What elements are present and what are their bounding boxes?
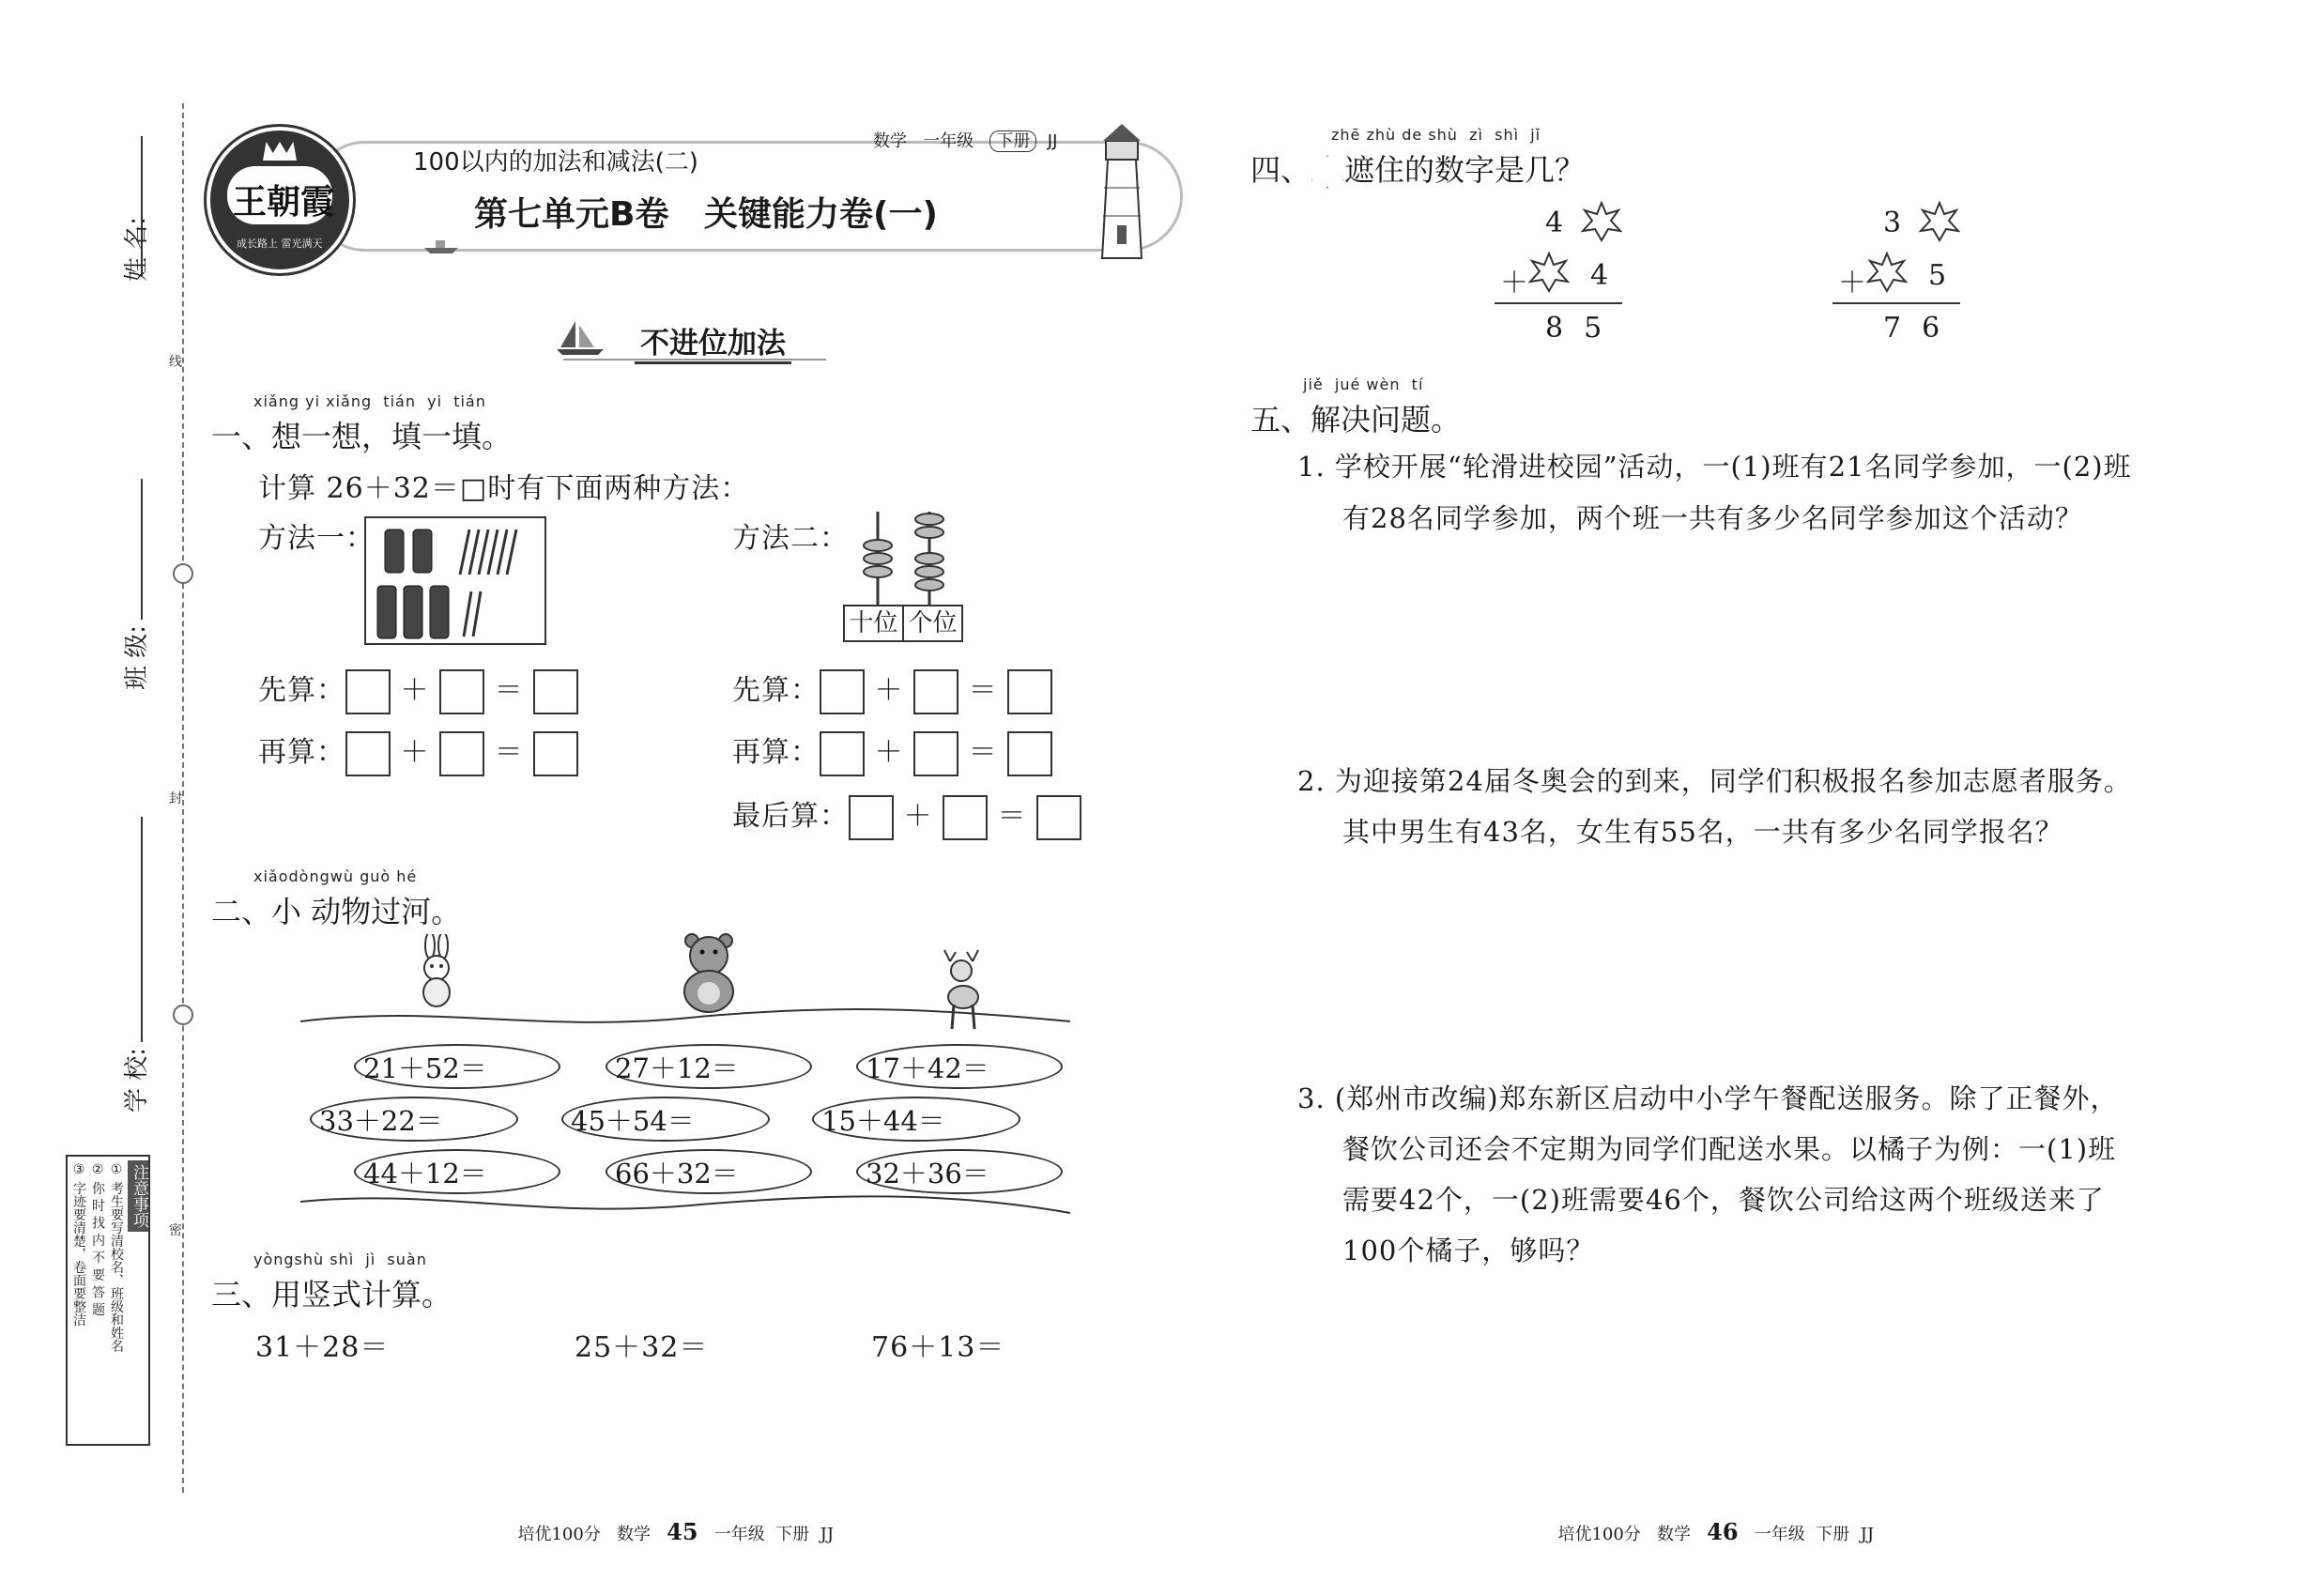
meta-grade: 一年级 xyxy=(923,131,974,151)
s4-label-num: 四、 xyxy=(1250,152,1311,188)
sticks-picture xyxy=(364,516,546,645)
p2-plus: ＋ xyxy=(1838,267,1867,299)
school-field-label: 学 校: xyxy=(123,1047,151,1113)
p1-mid-digit: 4 xyxy=(1590,259,1610,292)
logo-badge xyxy=(207,127,353,273)
logo-text: 王朝霞 xyxy=(233,183,335,222)
answer-box[interactable] xyxy=(849,795,894,840)
notes-box xyxy=(66,1155,150,1446)
vertical-calc-2[interactable]: 25＋32＝ xyxy=(575,1331,709,1364)
notes-title: 注意事项 xyxy=(128,1160,148,1232)
q2-line-1: 2. 为迎接第24届冬奥会的到来，同学们积极报名参加志愿者服务。 xyxy=(1297,765,2132,797)
meta-subject: 数学 xyxy=(873,131,907,151)
notes-item-1: ① 考生要写清校名、班级和姓名 xyxy=(109,1162,124,1353)
name-field-line[interactable] xyxy=(141,136,143,277)
cut-mark-2: 封 xyxy=(169,789,182,807)
footer-left xyxy=(507,1498,834,1545)
starburst-icon[interactable] xyxy=(1866,252,1908,293)
s2-pinyin: xiǎodòngwù guò hé xyxy=(253,867,418,885)
p2-top-digit: 3 xyxy=(1883,207,1903,239)
p2-result: 7 6 xyxy=(1883,312,1941,345)
hidden-digit-problem-1 xyxy=(1493,197,1633,347)
m2-then-label: 再算： xyxy=(732,736,820,769)
s4-pinyin: zhē zhù de shù zì shì jǐ xyxy=(1331,126,1541,144)
meta-term: 下册 xyxy=(989,130,1036,152)
q3-line-4: 100个橘子，够吗？ xyxy=(1342,1235,1595,1266)
m1-then-label: 再算： xyxy=(258,736,345,769)
s4-label xyxy=(1250,146,1585,190)
p1-top-digit: 4 xyxy=(1545,207,1565,239)
footer-left-page: 45 xyxy=(667,1518,698,1545)
stone-expression-2[interactable]: 27＋12＝ xyxy=(606,1044,812,1089)
s5-pinyin: jiě jué wèn tí xyxy=(1303,376,1424,393)
footer-left-grade: 一年级 xyxy=(713,1525,765,1544)
answer-box[interactable] xyxy=(345,669,391,714)
stone-expression-7[interactable]: 44＋12＝ xyxy=(354,1149,560,1194)
s3-pinyin: yòngshù shì jì suàn xyxy=(253,1251,427,1268)
answer-box[interactable] xyxy=(943,795,988,840)
s1-label: 一、想一想，填一填。 xyxy=(211,419,513,454)
footer-right-subject: 数学 xyxy=(1656,1525,1691,1544)
stone-expression-6[interactable]: 15＋44＝ xyxy=(812,1097,1020,1142)
method2-label: 方法二： xyxy=(732,522,849,555)
class-field-label: 班 级: xyxy=(123,624,151,690)
cut-line xyxy=(182,103,184,1493)
s1-pinyin: xiǎng yi xiǎng tián yi tián xyxy=(253,392,486,410)
m2-last-row: 最后算： ＋ ＝ xyxy=(732,792,1081,840)
s4-label-tail: 遮住的数字是几？ xyxy=(1344,152,1586,188)
footer-right-grade: 一年级 xyxy=(1754,1525,1805,1544)
tens-label: 十位 xyxy=(845,606,904,640)
footer-right-term: 下册 xyxy=(1816,1525,1850,1544)
stone-expression-3[interactable]: 17＋42＝ xyxy=(856,1044,1063,1089)
method1-label: 方法一： xyxy=(258,522,375,555)
page-title: 第七单元B卷 关键能力卷(一) xyxy=(474,195,938,234)
q3-line-2: 餐饮公司还会不定期为同学们配送水果。以橘子为例：一(1)班 xyxy=(1342,1133,2117,1165)
rabbit-icon xyxy=(404,934,469,1009)
notes-item-3: ③ 字迹要清楚，卷面要整洁 xyxy=(71,1162,86,1327)
m1-then-row: 再算： ＋ ＝ xyxy=(258,729,578,776)
answer-box[interactable] xyxy=(439,669,484,714)
footer-right-page: 46 xyxy=(1707,1518,1739,1545)
answer-box[interactable] xyxy=(1007,731,1052,776)
binding-hole-1 xyxy=(173,563,193,584)
footer-right xyxy=(1547,1498,1874,1545)
answer-box[interactable] xyxy=(533,669,578,714)
answer-box[interactable] xyxy=(820,669,865,714)
footer-left-subject: 数学 xyxy=(616,1525,651,1544)
subtopic-underline xyxy=(563,359,826,361)
p1-result: 8 5 xyxy=(1545,312,1603,345)
class-field-line[interactable] xyxy=(141,479,143,620)
starburst-icon xyxy=(1311,155,1344,189)
s2-label: 二、小 动物过河。 xyxy=(211,894,462,929)
cut-mark-1: 线 xyxy=(169,352,182,371)
answer-box[interactable] xyxy=(1036,795,1081,840)
q1-line-2: 有28名同学参加，两个班一共有多少名同学参加这个活动？ xyxy=(1342,502,2083,534)
answer-box[interactable] xyxy=(533,731,578,776)
q3-line-1: 3. (郑州市改编)郑东新区启动中小学午餐配送服务。除了正餐外， xyxy=(1297,1082,2119,1114)
vertical-calc-3[interactable]: 76＋13＝ xyxy=(871,1331,1005,1364)
abacus-place-table xyxy=(843,605,963,642)
footer-left-edition: JJ xyxy=(820,1525,835,1544)
bear-icon xyxy=(676,929,742,1014)
q2-line-2: 其中男生有43名，女生有55名，一共有多少名同学报名？ xyxy=(1342,816,2063,848)
m1-first-label: 先算： xyxy=(258,674,345,707)
stone-expression-1[interactable]: 21＋52＝ xyxy=(354,1044,560,1089)
starburst-icon[interactable] xyxy=(1581,201,1622,242)
p2-mid-digit: 5 xyxy=(1928,259,1948,292)
p1-plus: ＋ xyxy=(1500,267,1529,299)
logo-sub: 成长路上 雷光满天 xyxy=(237,238,323,250)
m2-first-row: 先算： ＋ ＝ xyxy=(732,667,1052,714)
footer-left-brand: 培优100分 xyxy=(517,1525,601,1544)
s5-label: 五、解决问题。 xyxy=(1250,402,1462,437)
header-meta xyxy=(873,128,1057,152)
crown-icon xyxy=(263,142,297,161)
s3-label: 三、用竖式计算。 xyxy=(211,1277,452,1312)
school-field-line[interactable] xyxy=(141,817,143,1042)
stone-expression-9[interactable]: 32＋36＝ xyxy=(856,1149,1063,1194)
ones-label: 个位 xyxy=(908,609,958,637)
answer-box[interactable] xyxy=(913,731,958,776)
footer-right-edition: JJ xyxy=(1860,1525,1875,1544)
name-field-label: 姓 名: xyxy=(123,216,151,282)
vertical-calc-1[interactable]: 31＋28＝ xyxy=(255,1331,390,1364)
bundle-sticks-icon xyxy=(366,518,544,643)
answer-box[interactable] xyxy=(913,669,958,714)
q1-line-1: 1. 学校开展“轮滑进校园”活动，一(1)班有21名同学参加，一(2)班 xyxy=(1297,451,2132,483)
footer-right-brand: 培优100分 xyxy=(1557,1525,1641,1544)
s1-question: 计算 26＋32＝□时有下面两种方法： xyxy=(258,472,750,505)
stone-expression-4[interactable]: 33＋22＝ xyxy=(310,1097,518,1142)
p1-rule xyxy=(1495,302,1622,304)
p2-rule xyxy=(1832,302,1960,304)
cut-mark-3: 密 xyxy=(169,1220,182,1239)
abacus-icon xyxy=(845,512,958,606)
answer-box[interactable] xyxy=(820,731,865,776)
meta-edition: JJ xyxy=(1047,131,1058,151)
m2-then-row: 再算： ＋ ＝ xyxy=(732,729,1052,776)
answer-box[interactable] xyxy=(345,731,391,776)
sailboat-icon xyxy=(557,319,613,357)
hidden-digit-problem-2 xyxy=(1831,197,1971,347)
q3-line-3: 需要42个，一(2)班需要46个，餐饮公司给这两个班级送来了 xyxy=(1342,1184,2105,1216)
footer-left-term: 下册 xyxy=(775,1525,810,1544)
starburst-icon[interactable] xyxy=(1919,201,1960,242)
lighthouse-icon xyxy=(1080,122,1164,263)
stone-expression-8[interactable]: 66＋32＝ xyxy=(606,1149,812,1194)
boat-icon xyxy=(422,237,460,255)
binding-hole-2 xyxy=(173,1005,193,1025)
m1-first-row: 先算： ＋ ＝ xyxy=(258,667,578,714)
starburst-icon[interactable] xyxy=(1528,252,1570,293)
subtopic-title: 不进位加法 xyxy=(635,319,791,364)
m2-last-label: 最后算： xyxy=(732,800,849,833)
notes-item-2: ② 你 时 找 内 不 要 答 题 xyxy=(90,1162,105,1316)
m2-first-label: 先算： xyxy=(732,674,820,707)
stone-expression-5[interactable]: 45＋54＝ xyxy=(561,1097,770,1142)
unit-topic: 100以内的加法和减法(二) xyxy=(413,148,698,176)
answer-box[interactable] xyxy=(1007,669,1052,714)
answer-box[interactable] xyxy=(439,731,484,776)
